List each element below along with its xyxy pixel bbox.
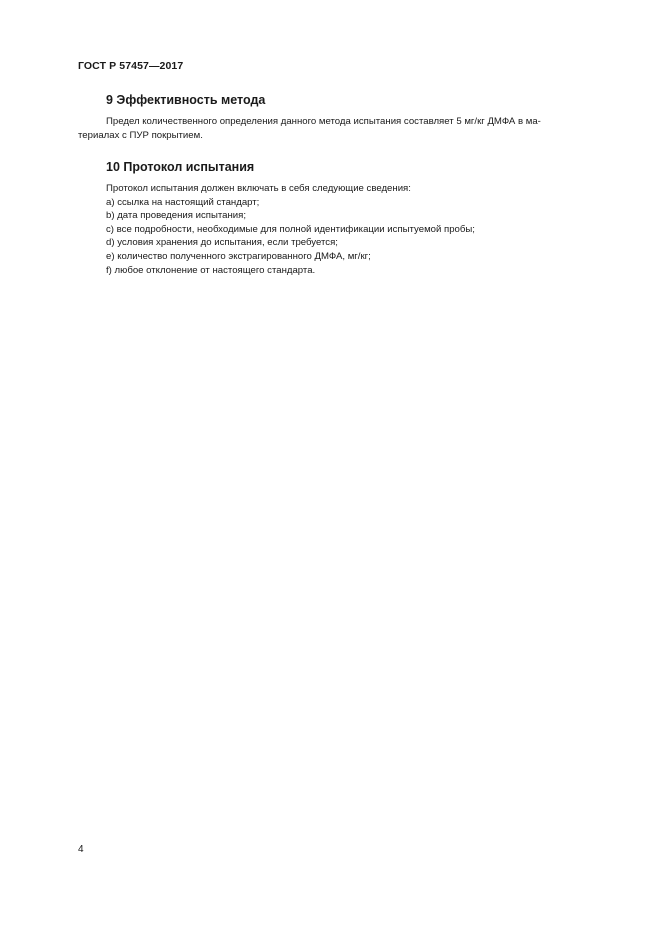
section-title-test-report: 10 Протокол испытания	[106, 160, 255, 174]
efficiency-paragraph-line-2: териалах с ПУР покрытием.	[78, 129, 203, 141]
page-number: 4	[78, 844, 84, 855]
list-item: a) ссылка на настоящий стандарт;	[106, 196, 260, 208]
efficiency-paragraph-line-1: Предел количественного определения данного метода испытания составляет 5 мг/кг ДМФА в ма-	[106, 116, 541, 127]
section-title-efficiency: 9 Эффективность метода	[106, 93, 266, 107]
list-item: e) количество полученного экстрагированного ДМФА, мг/кг;	[106, 250, 371, 262]
test-report-list	[78, 182, 614, 277]
document-code-header: ГОСТ Р 57457—2017	[78, 60, 184, 72]
section-efficiency	[78, 92, 614, 142]
efficiency-paragraph	[78, 115, 614, 142]
list-item: c) все подробности, необходимые для полной идентификации испытуемой пробы;	[106, 223, 475, 235]
section-test-report	[78, 159, 614, 277]
list-item: b) дата проведения испытания;	[106, 210, 247, 222]
list-item: d) условия хранения до испытания, если требуется;	[106, 237, 338, 249]
list-item: f) любое отклонение от настоящего стандарта.	[106, 264, 316, 276]
test-report-intro: Протокол испытания должен включать в себя следующие сведения:	[106, 183, 411, 194]
